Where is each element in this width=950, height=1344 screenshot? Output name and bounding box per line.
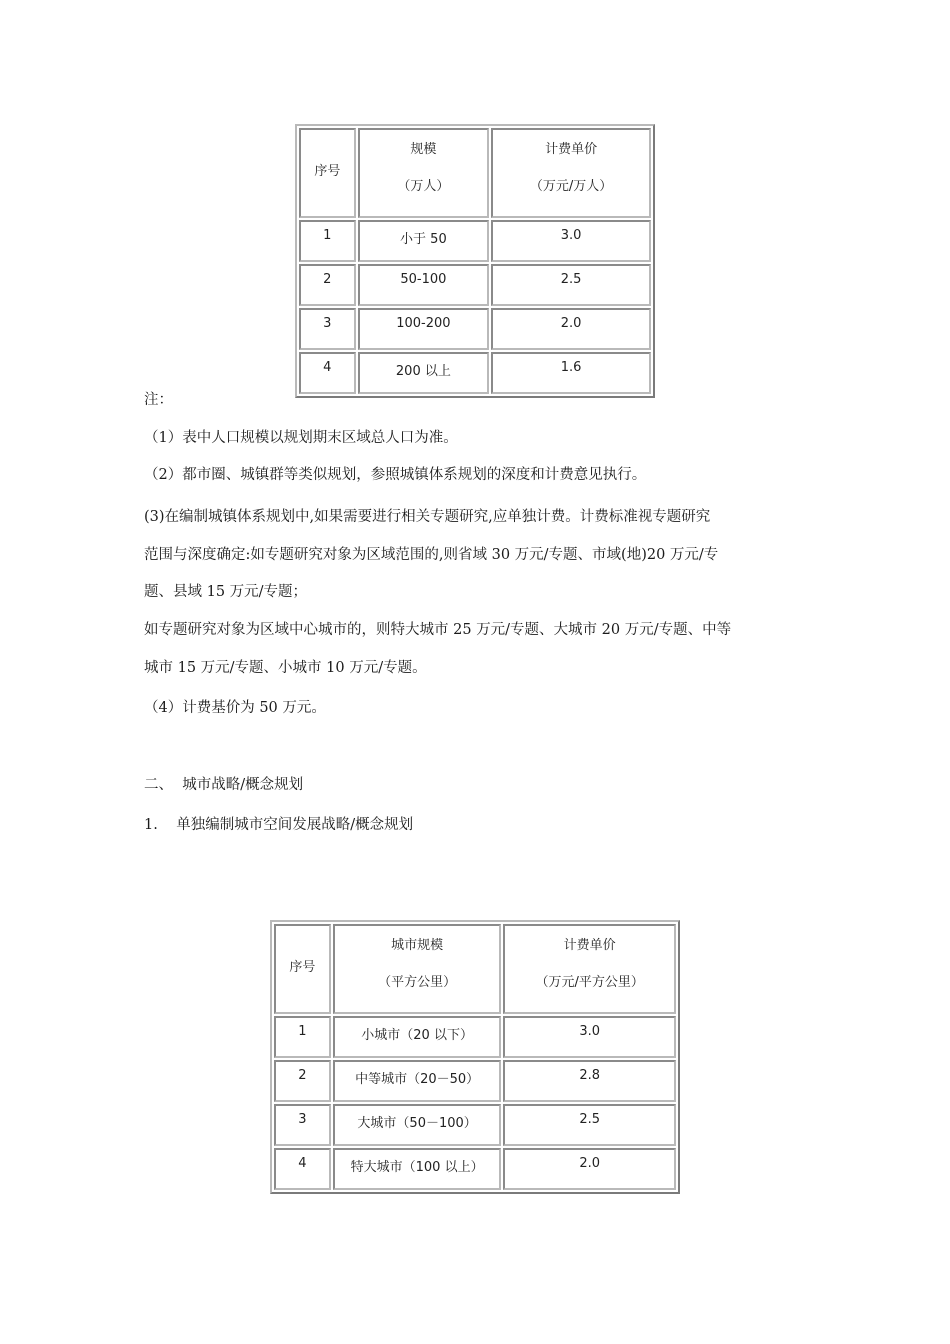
cell-price: 1.6 — [491, 352, 651, 394]
cell-scale: 50-100 — [358, 264, 490, 306]
section-2-title: 二、 城市战略/概念规划 — [144, 777, 304, 793]
note-4: （4）计费基价为 50 万元。 — [144, 700, 326, 716]
table-row — [299, 352, 651, 394]
cell-scale: 大城市（50－100） — [333, 1104, 502, 1146]
population-fee-table — [295, 124, 655, 398]
header-city-scale: 城市规模 （平方公里） — [333, 924, 502, 1014]
cell-scale: 100-200 — [358, 308, 490, 350]
cell-index: 1 — [274, 1016, 331, 1058]
header-index: 序号 — [299, 128, 356, 218]
cell-index: 1 — [299, 220, 356, 262]
note-3-line-3: 题、县域 15 万元/专题； — [144, 584, 308, 600]
cell-index: 3 — [299, 308, 356, 350]
table-header-row — [299, 128, 651, 218]
cell-price: 2.0 — [491, 308, 651, 350]
cell-scale: 小城市（20 以下） — [333, 1016, 502, 1058]
table-header-row — [274, 924, 676, 1014]
cell-index: 2 — [274, 1060, 331, 1102]
table-row — [274, 1104, 676, 1146]
cell-index: 3 — [274, 1104, 331, 1146]
table-row — [274, 1016, 676, 1058]
table-row — [299, 264, 651, 306]
header-unit-price: 计费单价 （万元/平方公里） — [503, 924, 676, 1014]
cell-index: 4 — [299, 352, 356, 394]
table-row — [299, 308, 651, 350]
note-2: （2）都市圈、城镇群等类似规划，参照城镇体系规划的深度和计费意见执行。 — [144, 467, 647, 483]
table-row — [274, 1148, 676, 1190]
table-row — [274, 1060, 676, 1102]
cell-price: 2.8 — [503, 1060, 676, 1102]
note-1: （1）表中人口规模以规划期末区域总人口为准。 — [144, 430, 458, 446]
table-row — [299, 220, 651, 262]
cell-scale: 200 以上 — [358, 352, 490, 394]
cell-price: 2.5 — [491, 264, 651, 306]
header-scale: 规模 （万人） — [358, 128, 490, 218]
section-2-subheading: 1. 单独编制城市空间发展战略/概念规划 — [144, 817, 414, 833]
cell-scale: 小于 50 — [358, 220, 490, 262]
cell-scale: 特大城市（100 以上） — [333, 1148, 502, 1190]
header-index: 序号 — [274, 924, 331, 1014]
city-area-fee-table — [270, 920, 680, 1194]
notes-heading: 注： — [144, 392, 173, 408]
note-3-line-2: 范围与深度确定:如专题研究对象为区域范围的,则省域 30 万元/专题、市域(地)20 万元/专 — [144, 547, 719, 563]
cell-price: 2.5 — [503, 1104, 676, 1146]
cell-scale: 中等城市（20－50） — [333, 1060, 502, 1102]
cell-index: 4 — [274, 1148, 331, 1190]
note-3-line-1: (3)在编制城镇体系规划中,如果需要进行相关专题研究,应单独计费。计费标准视专题研究 — [144, 509, 711, 525]
cell-price: 3.0 — [503, 1016, 676, 1058]
note-3-line-5: 城市 15 万元/专题、小城市 10 万元/专题。 — [144, 660, 427, 676]
cell-price: 3.0 — [491, 220, 651, 262]
header-unit-price: 计费单价 （万元/万人） — [491, 128, 651, 218]
note-3-line-4: 如专题研究对象为区域中心城市的，则特大城市 25 万元/专题、大城市 20 万元/专题、中等 — [144, 622, 732, 638]
cell-index: 2 — [299, 264, 356, 306]
cell-price: 2.0 — [503, 1148, 676, 1190]
